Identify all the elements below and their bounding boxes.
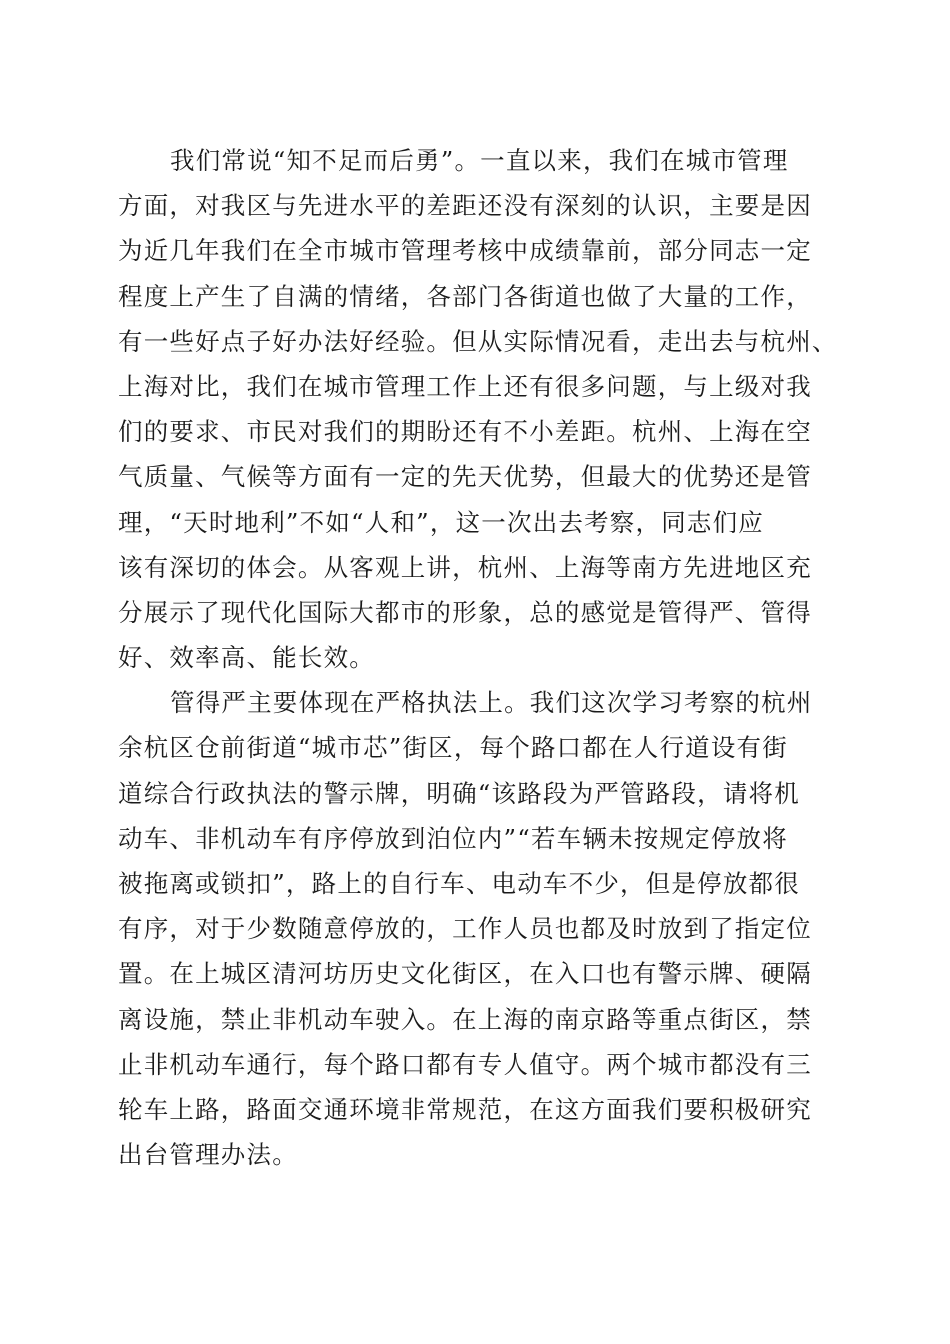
paragraph-1-line-9: 理，“天时地利”不如“人和”，这一次出去考察，同志们应 [118,507,764,537]
paragraph-2-line-2: 余杭区仓前街道“城市芯”街区，每个路口都在人行道设有街 [118,733,788,763]
paragraph-1-line-8: 气质量、气候等方面有一定的先天优势，但最大的优势还是管 [118,462,812,492]
paragraph-2-line-5: 被拖离或锁扣”，路上的自行车、电动车不少，但是停放都很 [118,869,800,898]
paragraph-2-line-3: 道综合行政执法的警示牌，明确“该路段为严管路段，请将机 [118,778,800,808]
paragraph-1-line-1: 我们常说“知不足而后勇”。一直以来，我们在城市管理 [170,146,789,175]
paragraph-2-line-8: 离设施，禁止非机动车驶入。在上海的南京路等重点街区，禁 [118,1004,812,1034]
paragraph-1-line-6: 上海对比，我们在城市管理工作上还有很多问题，与上级对我 [118,371,812,401]
paragraph-1-line-2: 方面，对我区与先进水平的差距还没有深刻的认识，主要是因 [118,191,812,221]
document-body [118,138,838,1177]
paragraph-1-line-12: 好、效率高、能长效。 [118,643,375,673]
paragraph-2-line-6: 有序，对于少数随意停放的，工作人员也都及时放到了指定位 [118,914,812,944]
paragraph-1-line-3: 为近几年我们在全市城市管理考核中成绩靠前，部分同志一定 [118,236,812,266]
paragraph-2-line-11: 出台管理办法。 [118,1140,298,1170]
paragraph-1-line-7: 们的要求、市民对我们的期盼还有不小差距。杭州、上海在空 [118,417,812,447]
paragraph-2-line-7: 置。在上城区清河坊历史文化街区，在入口也有警示牌、硬隔 [118,959,812,989]
paragraph-2-line-4: 动车、非机动车有序停放到泊位内”“若车辆未按规定停放将 [118,823,788,853]
paragraph-1-line-5: 有一些好点子好办法好经验。但从实际情况看，走出去与杭州、 [118,326,838,356]
paragraph-2-line-9: 止非机动车通行，每个路口都有专人值守。两个城市都没有三 [118,1049,812,1079]
paragraph-1-line-4: 程度上产生了自满的情绪，各部门各街道也做了大量的工作， [118,281,812,311]
paragraph-1-line-11: 分展示了现代化国际大都市的形象，总的感觉是管得严、管得 [118,597,812,627]
paragraph-2-line-10: 轮车上路，路面交通环境非常规范，在这方面我们要积极研究 [118,1094,812,1124]
paragraph-2-line-1: 管得严主要体现在严格执法上。我们这次学习考察的杭州 [170,688,813,718]
paragraph-1-line-10: 该有深切的体会。从客观上讲，杭州、上海等南方先进地区充 [118,552,812,582]
